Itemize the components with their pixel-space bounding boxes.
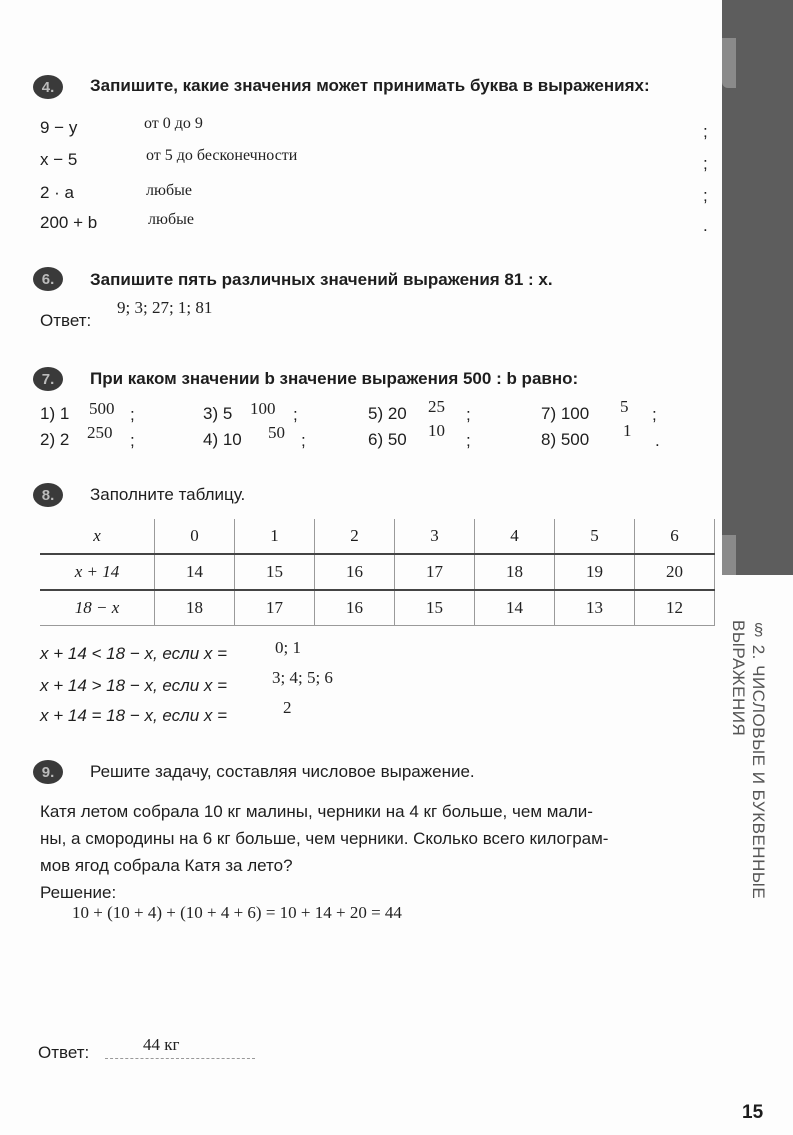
table-row [40,590,715,626]
punctuation: . [703,216,708,235]
table-cell: 20 [635,554,715,590]
table-cell: 17 [395,554,475,590]
punctuation: . [655,431,660,450]
option-label: 6) 50 [368,430,407,449]
punctuation: ; [293,405,298,424]
handwritten-answer: 0; 1 [275,638,301,657]
problem-text: ны, а смородины на 6 кг больше, чем черники. Сколько всего килограм- [40,829,609,848]
expression: 9 − y [40,118,78,137]
handwritten-answer: 5 [620,397,629,416]
handwritten-answer: 100 [250,399,276,418]
punctuation: ; [466,431,471,450]
task-number-badge: 6. [33,267,63,291]
punctuation: ; [466,405,471,424]
problem-text: мов ягод собрала Катя за лето? [40,856,293,875]
handwritten-answer: 500 [89,399,115,418]
table-row [40,519,715,554]
table-cell: 15 [235,554,315,590]
condition-text: x + 14 = 18 − x, если x = [40,706,228,725]
option-label: 3) 5 [203,404,233,423]
handwritten-answer: 2 [283,698,292,717]
handwritten-answer: 25 [428,397,445,416]
handwritten-answer: 250 [87,423,113,442]
table-cell: 1 [235,519,315,554]
table-cell: 13 [555,590,635,626]
option-label: 1) 1 [40,404,70,423]
chapter-title: § 2. ЧИСЛОВЫЕ И БУКВЕННЫЕ ВЫРАЖЕНИЯ [729,620,768,900]
handwritten-solution: 10 + (10 + 4) + (10 + 4 + 6) = 10 + 14 + 20 = 44 [72,903,402,922]
expression: x − 5 [40,150,78,169]
table-cell: x + 14 [40,554,155,590]
handwritten-answer: 1 [623,421,632,440]
table-cell: 2 [315,519,395,554]
expression: 2 · a [40,183,75,202]
problem-text: Катя летом собрала 10 кг малины, черники на 4 кг больше, чем мали- [40,802,593,821]
task-number-badge: 9. [33,760,63,784]
table-cell: 14 [475,590,555,626]
side-color-strip [722,0,793,575]
handwritten-answer: от 5 до бесконечности [146,147,298,164]
handwritten-answer: 10 [428,421,445,440]
task-number-badge: 4. [33,75,63,99]
task-title: Решите задачу, составляя числовое выражение. [90,762,475,781]
table-cell: 16 [315,554,395,590]
punctuation: ; [703,186,708,205]
punctuation: ; [703,154,708,173]
side-tab-top [722,38,736,88]
table-cell: 19 [555,554,635,590]
table-cell: 4 [475,519,555,554]
table-cell: 15 [395,590,475,626]
table-cell: 6 [635,519,715,554]
task-title: Запишите, какие значения может принимать буква в выражениях: [90,76,650,95]
punctuation: ; [652,405,657,424]
handwritten-answer: 3; 4; 5; 6 [272,668,333,687]
table-cell: 18 [475,554,555,590]
expression: 200 + b [40,213,98,232]
handwritten-answer: любые [148,211,194,228]
table-cell: 18 [155,590,235,626]
page-number: 15 [742,1102,764,1123]
task-title: Запишите пять различных значений выражения 81 : x. [90,270,553,289]
side-tab-bottom [722,535,736,575]
solution-label: Решение: [40,883,117,902]
task-number-badge: 8. [33,483,63,507]
table-cell: 18 − x [40,590,155,626]
condition-text: x + 14 > 18 − x, если x = [40,676,228,695]
task-title: При каком значении b значение выражения 500 : b равно: [90,369,579,388]
answer-label: Ответ: [38,1043,90,1062]
table-cell: 5 [555,519,635,554]
punctuation: ; [130,431,135,450]
handwritten-answer: 44 кг [143,1035,180,1054]
option-label: 4) 10 [203,430,242,449]
task-title: Заполните таблицу. [90,485,246,504]
condition-text: x + 14 < 18 − x, если x = [40,644,228,663]
values-table [40,519,715,626]
option-label: 8) 500 [541,430,590,449]
table-cell: x [40,519,155,554]
table-cell: 14 [155,554,235,590]
handwritten-answer: от 0 до 9 [144,115,203,132]
table-cell: 17 [235,590,315,626]
answer-underline [105,1058,255,1059]
table-cell: 3 [395,519,475,554]
answer-label: Ответ: [40,311,92,330]
punctuation: ; [130,405,135,424]
punctuation: ; [703,122,708,141]
table-cell: 12 [635,590,715,626]
handwritten-answer: любые [146,182,192,199]
option-label: 2) 2 [40,430,70,449]
table-cell: 0 [155,519,235,554]
table-cell: 16 [315,590,395,626]
punctuation: ; [301,431,306,450]
handwritten-answer: 50 [268,423,285,442]
handwritten-answer: 9; 3; 27; 1; 81 [117,298,213,317]
option-label: 7) 100 [541,404,590,423]
option-label: 5) 20 [368,404,407,423]
task-number-badge: 7. [33,367,63,391]
table-row [40,554,715,590]
